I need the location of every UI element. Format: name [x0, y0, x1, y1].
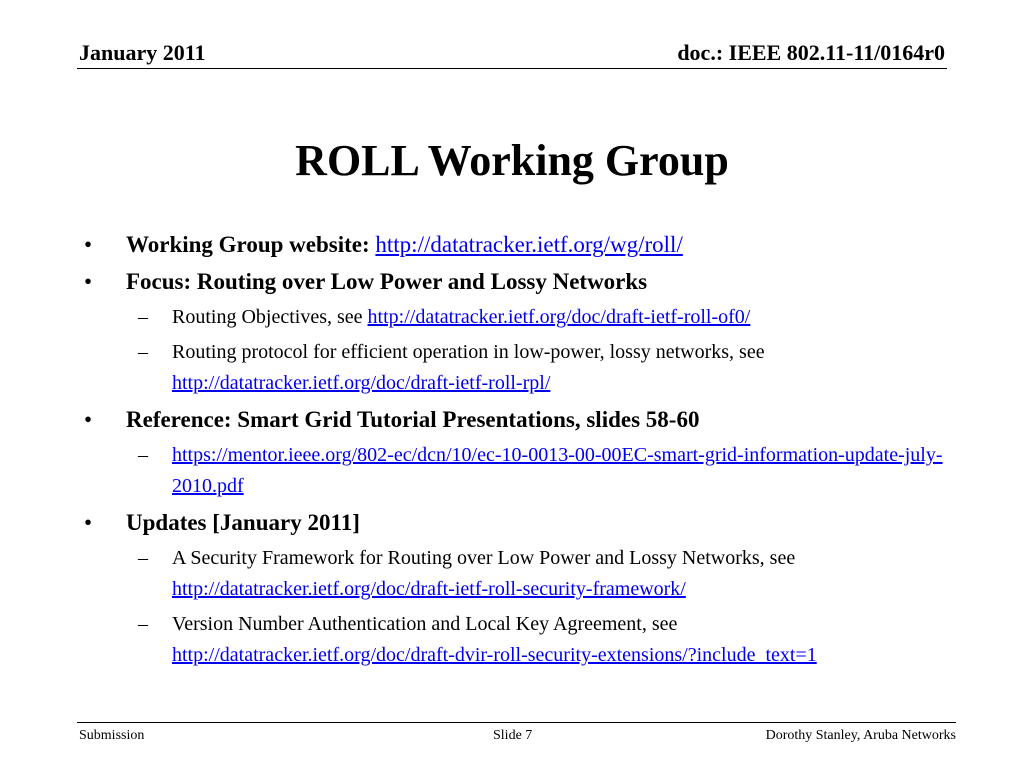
header-divider	[77, 68, 947, 69]
sub-item-smart-grid-pdf	[84, 440, 944, 502]
dash-marker: –	[138, 306, 148, 328]
footer-submission: Submission	[79, 728, 145, 743]
sub-item-text: Routing Objectives, see	[172, 306, 368, 328]
header-doc-id: doc.: IEEE 802.11-11/0164r0	[677, 40, 945, 65]
link-roll-of0[interactable]: http://datatracker.ietf.org/doc/draft-ietf-roll-of0/	[367, 306, 751, 328]
bullet-marker: •	[84, 269, 93, 294]
sub-item-routing-protocol	[84, 337, 944, 399]
bullet-marker: •	[84, 232, 93, 257]
bullet-reference	[84, 403, 944, 437]
sub-item-text: Version Number Authentication and Local Key Agreement, see	[172, 613, 678, 635]
slide-body	[84, 228, 944, 675]
bullet-label: Reference: Smart Grid Tutorial Presentations, slides 58-60	[126, 407, 700, 432]
bullet-marker: •	[84, 510, 93, 535]
link-wg-roll[interactable]: http://datatracker.ietf.org/wg/roll/	[375, 232, 683, 257]
link-smart-grid-pdf[interactable]: https://mentor.ieee.org/802-ec/dcn/10/ec-10-0013-00-00EC-smart-grid-information-update-july-2010.pdf	[172, 444, 943, 497]
link-roll-rpl[interactable]: http://datatracker.ietf.org/doc/draft-ietf-roll-rpl/	[172, 372, 551, 394]
bullet-focus	[84, 265, 944, 299]
header-date: January 2011	[79, 40, 206, 65]
bullet-website	[84, 228, 944, 262]
bullet-label: Focus: Routing over Low Power and Lossy Networks	[126, 269, 648, 294]
bullet-updates	[84, 506, 944, 540]
sub-item-version-number-auth	[84, 609, 944, 671]
slide-title: ROLL Working Group	[295, 136, 729, 185]
footer-divider	[77, 722, 956, 723]
dash-marker: –	[138, 444, 148, 466]
dash-marker: –	[138, 547, 148, 569]
dash-marker: –	[138, 613, 148, 635]
bullet-label: Working Group website:	[126, 232, 376, 257]
sub-item-routing-objectives	[84, 302, 944, 333]
sub-item-text: A Security Framework for Routing over Low Power and Lossy Networks, see	[172, 547, 796, 569]
footer-author: Dorothy Stanley, Aruba Networks	[765, 728, 956, 743]
bullet-marker: •	[84, 407, 93, 432]
bullet-label: Updates [January 2011]	[126, 510, 360, 535]
footer-slide-number: Slide 7	[493, 728, 533, 743]
dash-marker: –	[138, 341, 148, 363]
sub-item-security-framework	[84, 543, 944, 605]
link-dvir-roll-security-extensions[interactable]: http://datatracker.ietf.org/doc/draft-dvir-roll-security-extensions/?include_text=1	[172, 644, 817, 666]
link-roll-security-framework[interactable]: http://datatracker.ietf.org/doc/draft-ietf-roll-security-framework/	[172, 578, 686, 600]
sub-item-text: Routing protocol for efficient operation in low-power, lossy networks, see	[172, 341, 765, 363]
